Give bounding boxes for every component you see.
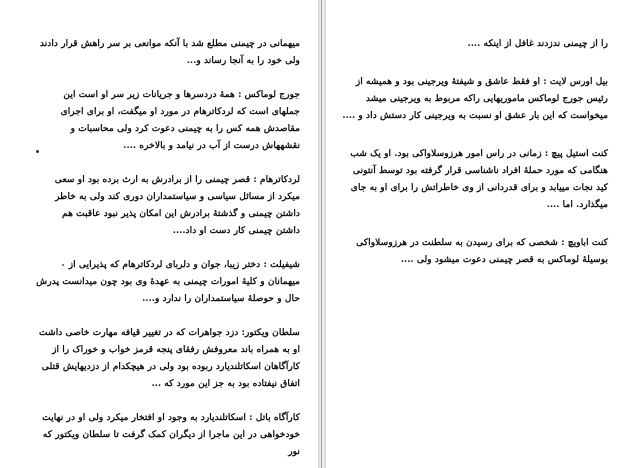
right-paragraph-4: کنت اباویچ : شخصی که برای رسیدن به سلطنت در هرزوسلاواکی بوسیلهٔ لوماکس به قصر چیمنی دعوت میشود ولی .... <box>356 237 608 265</box>
left-paragraph-4: شیفیلت : دختر زیبا، جوان و دلربای لردکاترهام که پذیرایی از میهمانان و کلیهٔ امورات چیمنی به عهدهٔ وی بود چون میدانست پدرش حال و حوصلهٔ سیاستمداران را ندارد و.... <box>36 259 300 304</box>
right-paragraph-2: بیل اورس لایت : او فقط عاشق و شیفتهٔ ویرجینی بود و همیشه از رئیس جورج لوماکس ماموریهایی راکه مربوط به ویرجینی میشد میخواست که این بار عشق او نسبت به ویرجینی کار دستش داد و .... <box>342 76 608 121</box>
left-paragraph-1: میهمانی در چیمنی مطلع شد با آنکه موانعی بر سر راهش قرار دادند ولی خود را به آنجا رساند و... <box>39 38 300 66</box>
gutter-line <box>321 0 322 468</box>
book-gutter <box>318 0 326 468</box>
left-page-text <box>36 35 300 460</box>
ink-speck <box>36 150 39 153</box>
right-page-text <box>338 35 608 268</box>
left-paragraph-5: سلطان ویکتور: دزد جواهرات که در تغییر قیافه مهارت خاصی داشت او به همراه باند معروفش رفقای پنجه قرمز خواب و خوراک را از کارآگاهان اسکاتلندیارد ربوده بود ولی در هیچکدام از دزدیهایش قتلی اتفاق نیفتاده بود به جز این مورد که ... <box>39 327 300 389</box>
left-paragraph-3: لردکاترهام : قصر چیمنی را از برادرش به ارث برده بود او سعی میکرد از مسائل سیاسی و سیاستمداران دوری کند ولی به خاطر داشتن چیمنی و گذشتهٔ برادرش این امکان پذیر نبود عاقبت هم داشتن چیمنی کار دست او داد.... <box>54 174 300 236</box>
left-paragraph-6: کارآگاه باتل : اسکاتلندیارد به وجود او افتخار میکرد ولی او در نهایت خودخواهی در این ماجرا از دیگران کمک گرفت تا سلطان ویکتور که نور <box>42 412 300 457</box>
right-paragraph-3: کنت استیل پیچ : زمانی در راس امور هرزوسلاواکی بود. او یک شب هنگامی که مورد حملهٔ افراد ناشناسی قرار گرفته بود توسط آنتونی کید نجات مییابد و برای قدردانی از وی خاطراتش را برای او به جای میگذارد. اما .... <box>350 148 608 210</box>
ink-speck-small <box>62 264 64 266</box>
left-paragraph-2: جورج لوماکس : همهٔ دردسرها و جریانات زیر سر او است این جملهای است که لردکاترهام در مورد او میگفت، او برای اجرای مقاصدش همه کس را به چیمنی دعوت کرد ولی محاسبات و نقشههاش درست از آب در نیامد و بالاخره .... <box>60 89 300 151</box>
right-paragraph-1: را از چیمنی ندزدند غافل از اینکه .... <box>467 38 608 49</box>
